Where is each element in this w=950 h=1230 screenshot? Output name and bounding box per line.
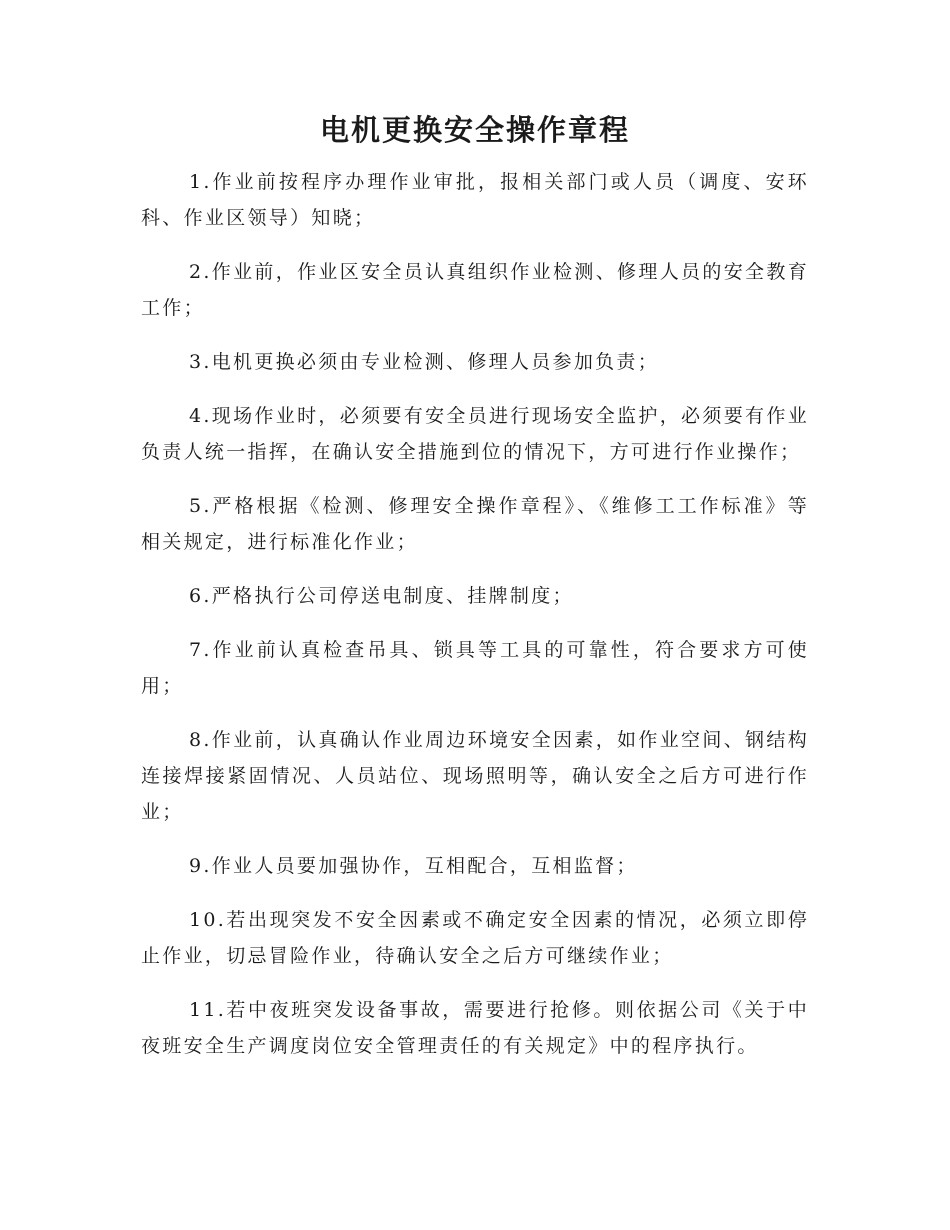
paragraph-4: 4.现场作业时，必须要有安全员进行现场安全监护，必须要有作业负责人统一指挥，在确认安全措施到位的情况下，方可进行作业操作；	[141, 405, 809, 463]
paragraph-8: 8.作业前，认真确认作业周边环境安全因素，如作业空间、钢结构连接焊接紧固情况、人员站位、现场照明等，确认安全之后方可进行作业；	[141, 729, 809, 823]
paragraph-5: 5.严格根据《检测、修理安全操作章程》、《维修工工作标准》等相关规定，进行标准化作业；	[141, 495, 809, 553]
paragraph-3: 3.电机更换必须由专业检测、修理人员参加负责；	[189, 351, 660, 373]
document-title: 电机更换安全操作章程	[319, 113, 630, 147]
paragraph-7: 7.作业前认真检查吊具、锁具等工具的可靠性，符合要求方可使用；	[141, 639, 809, 697]
document-body	[141, 164, 809, 1082]
paragraph-1: 1.作业前按程序办理作业审批，报相关部门或人员（调度、安环科、作业区领导）知晓；	[141, 171, 809, 229]
paragraph-6: 6.严格执行公司停送电制度、挂牌制度；	[189, 585, 574, 607]
paragraph-11: 11.若中夜班突发设备事故，需要进行抢修。则依据公司《关于中夜班安全生产调度岗位安全管理责任的有关规定》中的程序执行。	[141, 999, 809, 1057]
paragraph-9: 9.作业人员要加强协作，互相配合，互相监督；	[189, 855, 638, 877]
paragraph-10: 10.若出现突发不安全因素或不确定安全因素的情况，必须立即停止作业，切忌冒险作业，待确认安全之后方可继续作业；	[141, 909, 809, 967]
paragraph-2: 2.作业前，作业区安全员认真组织作业检测、修理人员的安全教育工作；	[141, 261, 809, 319]
